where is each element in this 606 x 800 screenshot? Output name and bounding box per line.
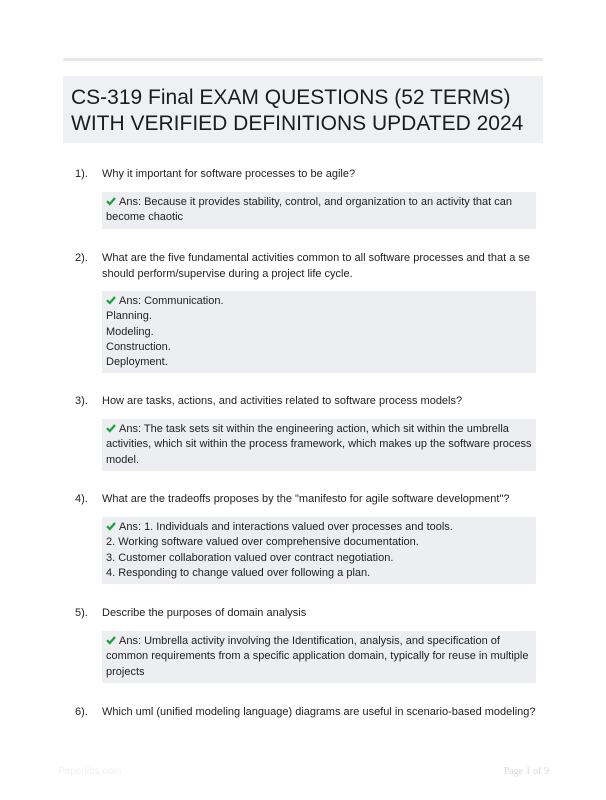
answer-line: Planning.: [106, 310, 152, 323]
answer-box: [102, 631, 536, 683]
answer-line: projects: [106, 665, 145, 678]
question-text: [102, 251, 540, 282]
answer-line: [106, 294, 536, 309]
question-number: 5).: [75, 607, 88, 619]
check-icon: [106, 423, 116, 433]
answer-text: Ans: Because it provides stability, control, and organization to an activity that can: [119, 196, 512, 208]
question-line: Which uml (unified modeling language) diagrams are useful in scenario-based modeling?: [102, 706, 536, 718]
answer-line: 4. Responding to change valued over following a plan.: [106, 566, 371, 579]
answer-line: become chaotic: [106, 211, 184, 224]
question-text: [102, 394, 540, 410]
check-icon: [106, 196, 116, 206]
answer-box: [102, 419, 536, 471]
question-text: [102, 167, 540, 183]
answer-line: 2. Working software valued over comprehensive documentation.: [106, 536, 419, 549]
question-text: [102, 606, 540, 622]
footer-watermark: Paperlibs.com: [58, 766, 122, 777]
answer-line: [106, 422, 536, 437]
answer-line: [106, 634, 536, 649]
answer-line: Deployment.: [106, 356, 168, 369]
answer-line: 3. Customer collaboration valued over contract negotiation.: [106, 551, 394, 564]
page-title: [71, 85, 537, 137]
question-line: What are the tradeoffs proposes by the "manifesto for agile software development"?: [102, 493, 510, 505]
answer-text: Ans: The task sets sit within the engineering action, which sit within the umbrella: [119, 423, 509, 435]
top-divider: [63, 58, 543, 61]
question-number: 1).: [75, 168, 88, 180]
answer-line: Construction.: [106, 340, 171, 353]
answer-text: Ans: 1. Individuals and interactions valued over processes and tools.: [119, 521, 453, 533]
check-icon: [106, 635, 116, 645]
question-line: should perform/supervise during a project life cycle.: [102, 267, 353, 280]
title-line-2: WITH VERIFIED DEFINITIONS UPDATED 2024: [71, 112, 524, 135]
answer-box: [102, 291, 536, 373]
question-line: What are the five fundamental activities common to all software processes and that a se: [102, 252, 530, 264]
question-number: 6).: [75, 706, 88, 718]
question-line: Describe the purposes of domain analysis: [102, 607, 307, 619]
check-icon: [106, 521, 116, 531]
answer-line: common requirements from a specific application domain, typically for reuse in multiple: [106, 650, 529, 663]
question-number: 2).: [75, 252, 88, 264]
question-text: [102, 705, 540, 721]
answer-box: [102, 517, 536, 584]
title-line-1: CS-319 Final EXAM QUESTIONS (52 TERMS): [71, 86, 511, 109]
question-line: How are tasks, actions, and activities related to software process models?: [102, 395, 463, 407]
answer-line: [106, 195, 536, 210]
answer-line: model.: [106, 453, 140, 466]
question-line: Why it important for software processes to be agile?: [102, 168, 356, 180]
check-icon: [106, 295, 116, 305]
page-indicator: Page 1 of 9: [503, 766, 549, 777]
question-number: 3).: [75, 395, 88, 407]
answer-line: Modeling.: [106, 325, 154, 338]
answer-text: Ans: Umbrella activity involving the Identification, analysis, and specification of: [119, 635, 500, 647]
answer-box: [102, 192, 536, 229]
answer-line: activities, which sit within the process framework, which makes up the software process: [106, 438, 532, 451]
answer-line: [106, 520, 536, 535]
question-text: [102, 492, 540, 508]
question-number: 4).: [75, 493, 88, 505]
answer-text: Ans: Communication.: [119, 295, 224, 307]
title-banner: [63, 76, 543, 143]
